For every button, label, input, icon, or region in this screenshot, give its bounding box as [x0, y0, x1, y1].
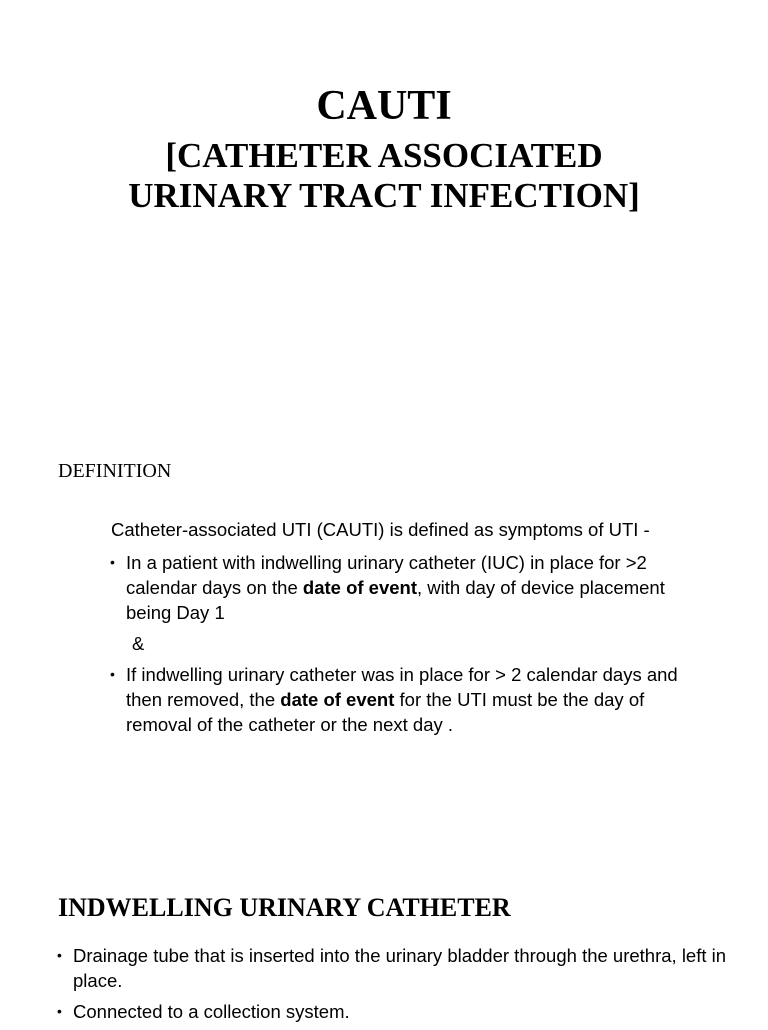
title-sub [0, 136, 768, 216]
definition-list-1 [110, 550, 710, 625]
section-list [57, 943, 737, 1030]
bullet-icon: • [110, 666, 115, 682]
definition-heading: DEFINITION [58, 460, 172, 482]
bullet-text-bold: date of event [302, 577, 418, 598]
bullet-icon: • [57, 1003, 62, 1019]
list-item-text: Drainage tube that is inserted into the urinary bladder through the urethra, left in place. [73, 945, 727, 991]
title-main: CAUTI [316, 83, 452, 129]
section-heading: INDWELLING URINARY CATHETER [58, 893, 511, 922]
bullet-text-start: If indwelling urinary catheter was in place for > 2 calendar days and then removed, the [126, 664, 678, 710]
list-item [57, 943, 737, 993]
title-sub-line-2: URINARY TRACT INFECTION] [128, 176, 640, 215]
list-item-text: Connected to a collection system. [73, 1001, 350, 1022]
bullet-text-bold: date of event [280, 689, 395, 710]
list-item [57, 999, 737, 1024]
bullet-icon: • [110, 554, 115, 570]
slide-title [0, 80, 768, 216]
bullet-text-start: In a patient with indwelling urinary catheter (IUC) in place for >2 calendar days on the [126, 552, 647, 598]
bullet-icon: • [57, 947, 62, 963]
definition-list-2 [110, 662, 710, 737]
list-item [110, 662, 710, 737]
definition-intro: Catheter-associated UTI (CAUTI) is defined as symptoms of UTI - [111, 519, 650, 540]
connector-ampersand: & [132, 633, 145, 654]
list-item [110, 550, 710, 625]
title-sub-line-1: [CATHETER ASSOCIATED [165, 136, 603, 175]
bullet-text-end: , with day of device placement being Day 1 [126, 577, 665, 623]
bullet-text-end: for the UTI must be the day of removal of the catheter or the next day . [126, 689, 645, 735]
